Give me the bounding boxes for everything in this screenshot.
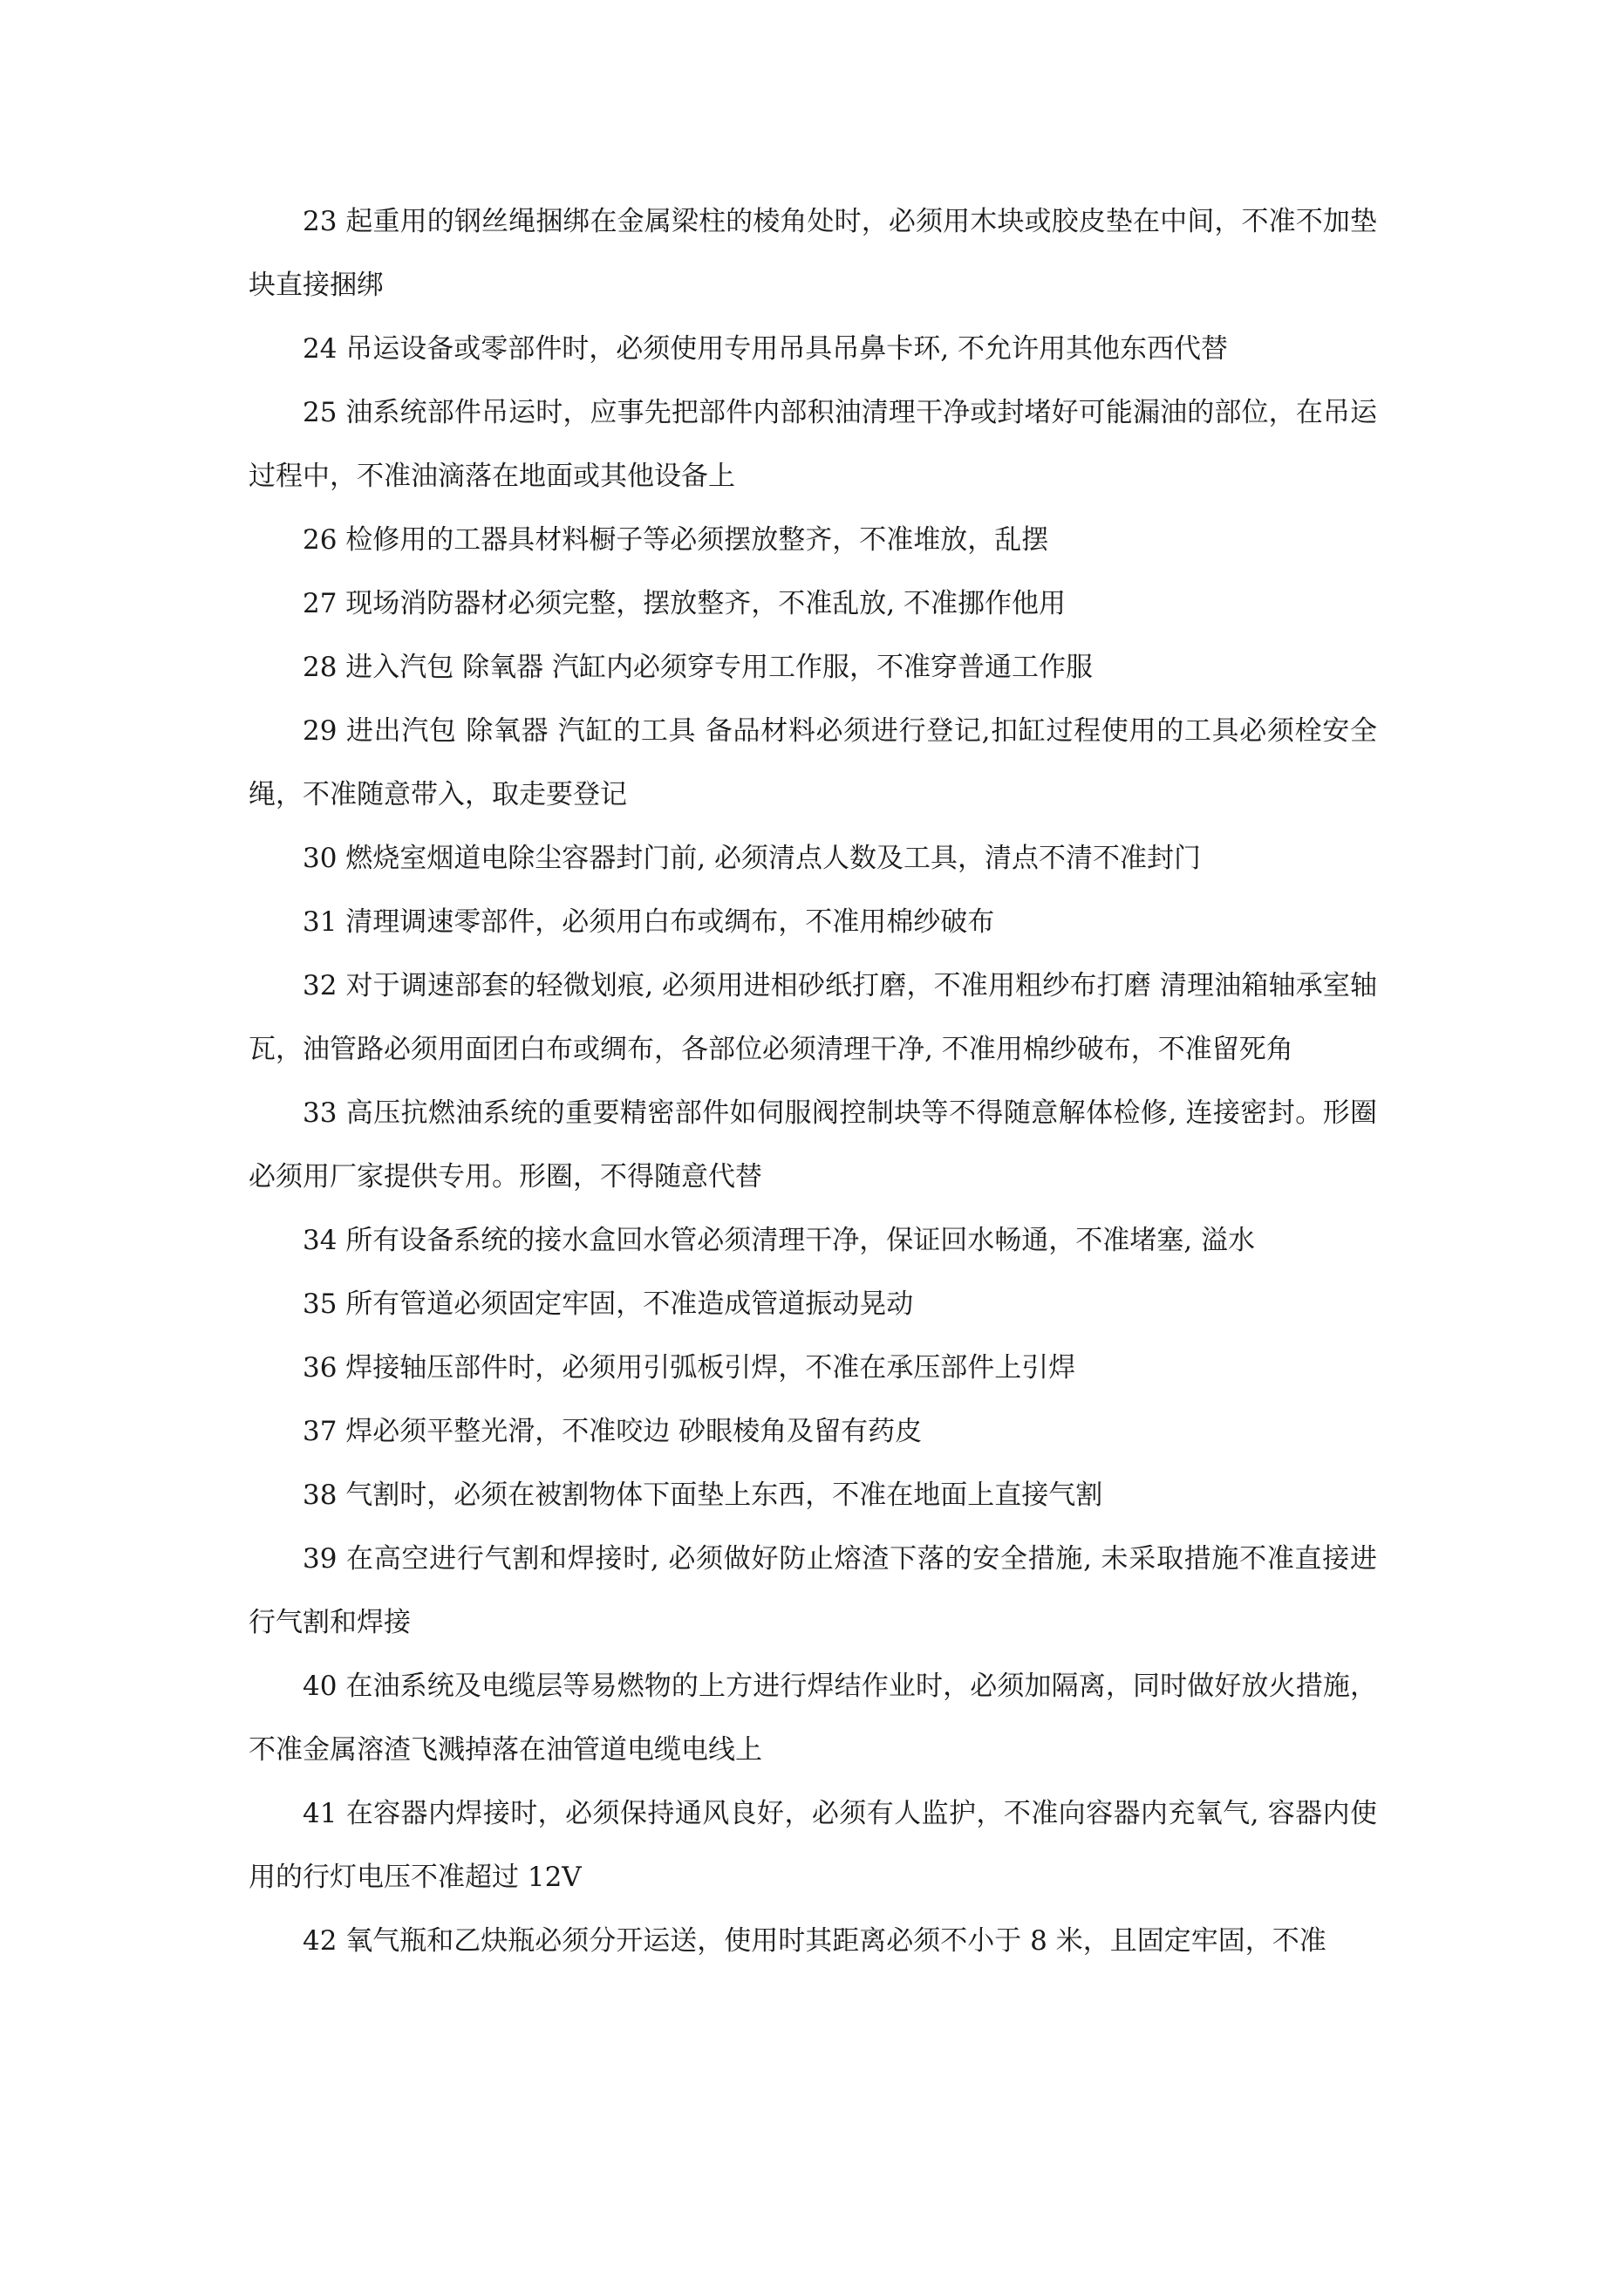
rule-36: 36 焊接轴压部件时，必须用引弧板引焊，不准在承压部件上引焊 [303, 1352, 1076, 1384]
rule-33: 33 高压抗燃油系统的重要精密部件如伺服阀控制块等不得随意解体检修, 连接密封。形圈必须用厂家提供专用。形圈，不得随意代替 [249, 1097, 1377, 1192]
rule-41: 41 在容器内焊接时，必须保持通风良好，必须有人监护，不准向容器内充氧气, 容器内使用的行灯电压不准超过 12V [249, 1798, 1377, 1893]
rule-37: 37 焊必须平整光滑，不准咬边 砂眼棱角及留有药皮 [303, 1416, 923, 1447]
rule-35: 35 所有管道必须固定牢固，不准造成管道振动晃动 [303, 1288, 914, 1320]
rule-34: 34 所有设备系统的接水盒回水管必须清理干净，保证回水畅通，不准堵塞, 溢水 [303, 1225, 1256, 1256]
rule-42: 42 氧气瓶和乙炔瓶必须分开运送，使用时其距离必须不小于 8 米，且固定牢固，不准 [303, 1925, 1326, 1957]
rule-40: 40 在油系统及电缆层等易燃物的上方进行焊结作业时，必须加隔离，同时做好放火措施，不准金属溶渣飞溅掉落在油管道电缆电线上 [249, 1671, 1377, 1766]
rule-31: 31 清理调速零部件，必须用白布或绸布，不准用棉纱破布 [303, 906, 995, 938]
rule-29: 29 进出汽包 除氧器 汽缸的工具 备品材料必须进行登记,扣缸过程使用的工具必须栓安全绳，不准随意带入，取走要登记 [249, 715, 1377, 810]
rule-23: 23 起重用的钢丝绳捆绑在金属梁柱的棱角处时，必须用木块或胶皮垫在中间，不准不加垫块直接捆绑 [249, 206, 1377, 301]
rule-30: 30 燃烧室烟道电除尘容器封门前, 必须清点人数及工具，清点不清不准封门 [303, 843, 1202, 874]
body-text [249, 190, 1377, 1973]
rule-25: 25 油系统部件吊运时，应事先把部件内部积油清理干净或封堵好可能漏油的部位，在吊运过程中，不准油滴落在地面或其他设备上 [249, 397, 1377, 492]
rule-28: 28 进入汽包 除氧器 汽缸内必须穿专用工作服，不准穿普通工作服 [303, 652, 1094, 683]
rule-32: 32 对于调速部套的轻微划痕, 必须用进相砂纸打磨，不准用粗纱布打磨 清理油箱轴承室轴瓦，油管路必须用面团白布或绸布，各部位必须清理干净, 不准用棉纱破布，不准留死角 [249, 970, 1377, 1065]
rule-27: 27 现场消防器材必须完整，摆放整齐，不准乱放, 不准挪作他用 [303, 588, 1067, 619]
rule-24: 24 吊运设备或零部件时，必须使用专用吊具吊鼻卡环, 不允许用其他东西代替 [303, 333, 1229, 365]
rule-26: 26 检修用的工器具材料橱子等必须摆放整齐，不准堆放，乱摆 [303, 524, 1049, 556]
rule-38: 38 气割时，必须在被割物体下面垫上东西，不准在地面上直接气割 [303, 1479, 1103, 1511]
rule-39: 39 在高空进行气割和焊接时, 必须做好防止熔渣下落的安全措施, 未采取措施不准直接进行气割和焊接 [249, 1543, 1377, 1638]
